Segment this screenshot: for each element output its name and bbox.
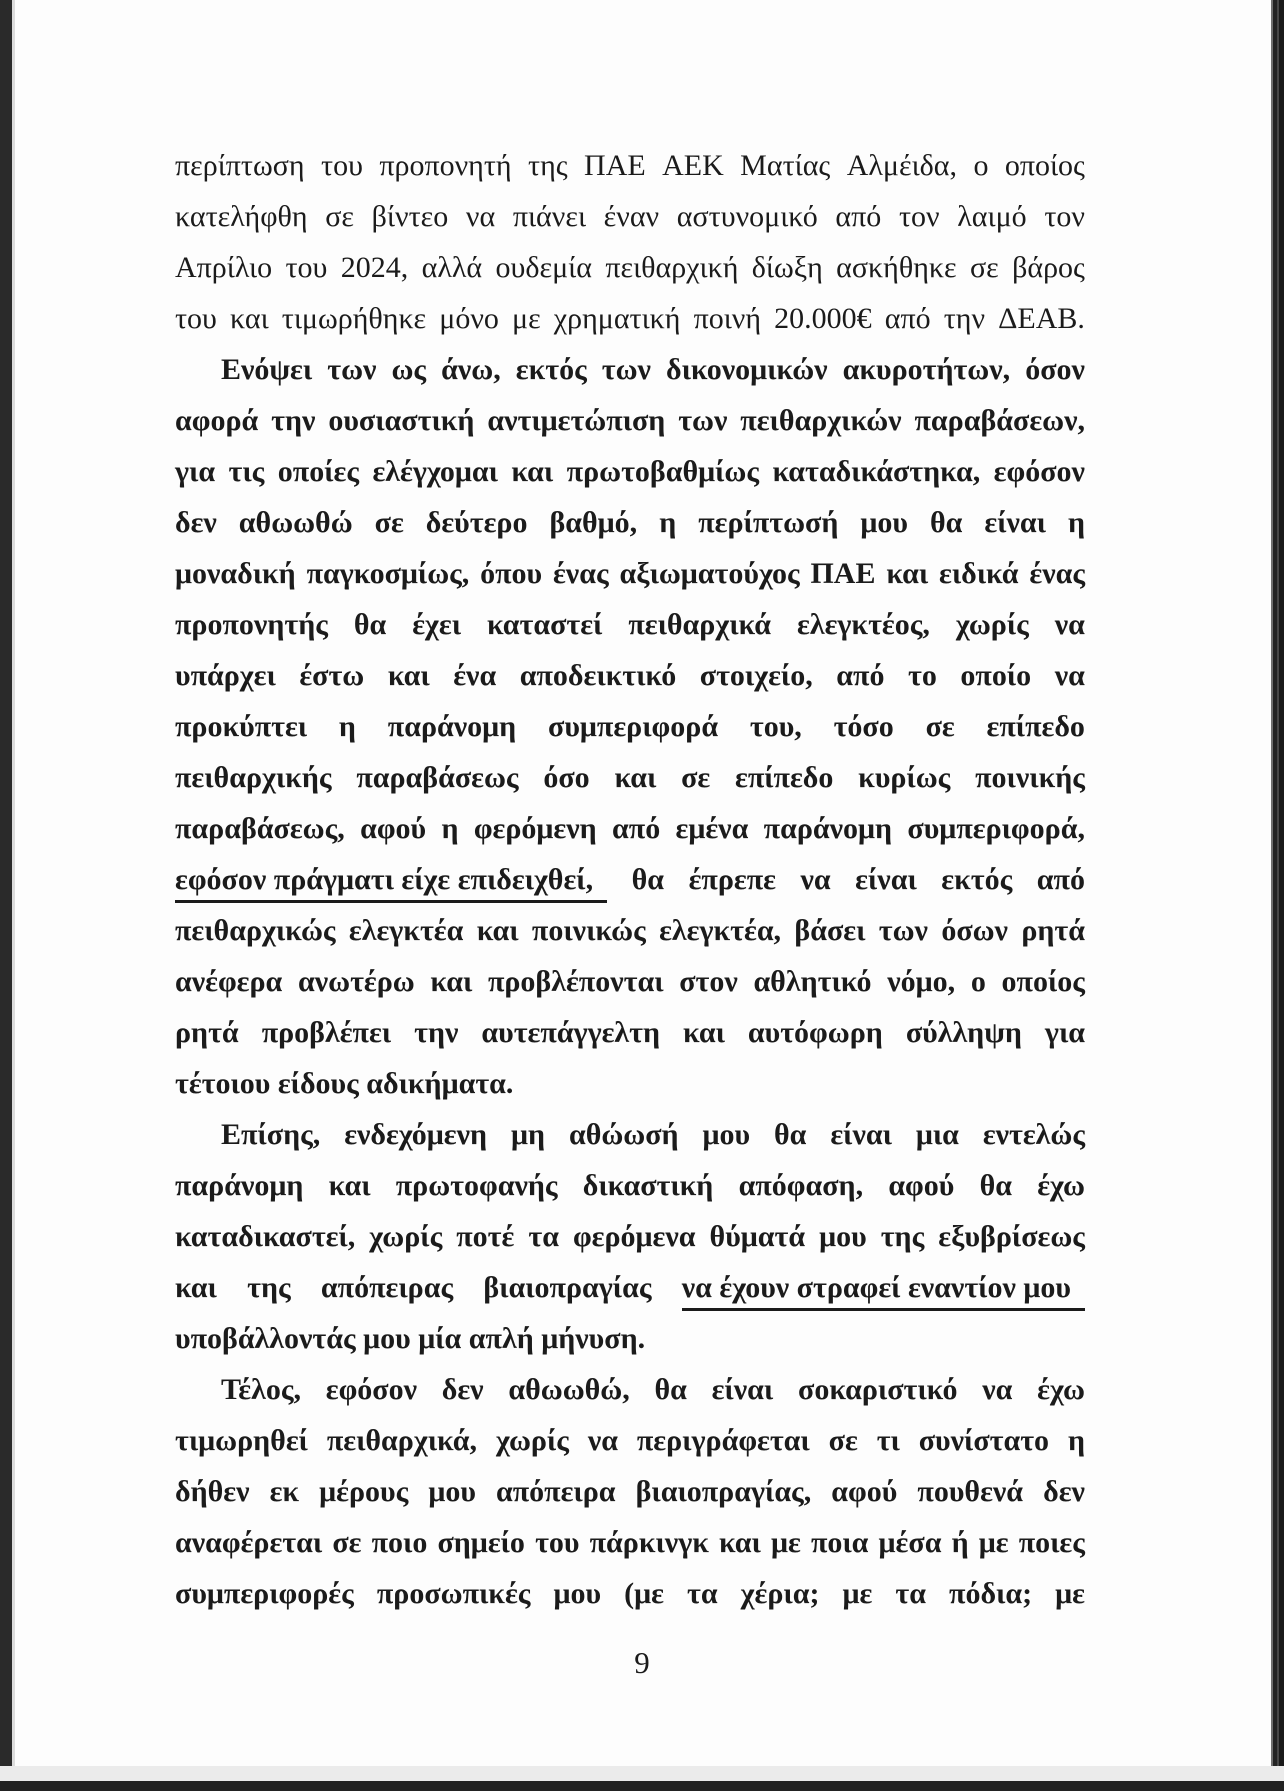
word: βάρος (1012, 251, 1085, 284)
word: θα (774, 1118, 807, 1151)
word: πουθενά (917, 1475, 1024, 1508)
word: Αλμέιδα, (846, 149, 958, 182)
word: περίπτωση (175, 149, 305, 182)
word: ή (951, 1526, 969, 1559)
word: όπου (480, 557, 543, 590)
word: των (601, 353, 651, 386)
word: ο (970, 965, 986, 998)
word: βιαιοπραγίας, (635, 1475, 812, 1508)
text-line (175, 1066, 1085, 1117)
text-line (175, 1474, 1085, 1525)
word: τόσο (833, 710, 894, 743)
word: σε (332, 1526, 362, 1559)
word: οποίες (277, 455, 359, 488)
word: την (271, 404, 316, 437)
word: αστυνομικό (676, 200, 818, 233)
word: του (535, 1526, 580, 1559)
text-line (175, 301, 1085, 352)
word: Ενόψει (221, 353, 313, 386)
word: και (719, 1526, 761, 1559)
word: έχει (412, 608, 462, 641)
word: είναι (984, 506, 1046, 539)
word: πειθαρχική (605, 251, 739, 284)
word: ΑΕΚ (662, 149, 724, 182)
word: προβλέπει (261, 1016, 392, 1049)
word: με (842, 1577, 873, 1610)
word: συμπεριφορές (175, 1577, 354, 1610)
word: τα (895, 1577, 926, 1610)
word: είναι (711, 1373, 774, 1406)
word: χρηματική (553, 302, 681, 335)
word: αθώωσή (568, 1118, 679, 1151)
text-line (175, 250, 1085, 301)
text-line (175, 1525, 1085, 1576)
word: η (338, 710, 356, 743)
scan-edge-left-highlight (12, 0, 15, 1791)
word: προσωπικές (376, 1577, 531, 1610)
word: από (836, 659, 885, 692)
word: μη (510, 1118, 546, 1151)
word: σοκαριστικό (798, 1373, 958, 1406)
word: έχω (1037, 1169, 1085, 1202)
word: δίωξη (751, 251, 823, 284)
word: ουσιαστική (328, 404, 475, 437)
word: θα (631, 863, 665, 896)
word: Ματίας (740, 149, 831, 182)
word: αναφέρεται (175, 1526, 323, 1559)
word: τι (876, 1424, 900, 1457)
word: ρητά (175, 1016, 239, 1049)
document-body (175, 148, 1085, 1627)
word: βίντεο (371, 200, 449, 233)
word: απόπειρα (495, 1475, 616, 1508)
word: προβλέπονται (487, 965, 664, 998)
word: ποινικώς (531, 914, 646, 947)
word: κυρίως (858, 761, 951, 794)
word: ανωτέρω (298, 965, 415, 998)
word: περιγράφεται (636, 1424, 810, 1457)
underlined-phrase: εφόσον πράγματι είχε επιδειχθεί, (175, 862, 607, 903)
word: θα (654, 1373, 687, 1406)
word: ακυροτήτων, (842, 353, 1011, 386)
word: ως (391, 353, 427, 386)
word: σε (374, 506, 404, 539)
word: την (943, 302, 986, 335)
word: οποίος (1004, 149, 1085, 182)
text-line (175, 913, 1085, 964)
word: δεύτερο (425, 506, 528, 539)
scan-edge-bottom (0, 1781, 1284, 1791)
word: μια (915, 1118, 959, 1151)
word: της (528, 149, 568, 182)
word: πρωτοβαθμίως (566, 455, 760, 488)
text-line (175, 352, 1085, 403)
word: τον (898, 200, 940, 233)
word: έστω (299, 659, 365, 692)
word: (με (624, 1577, 664, 1610)
word: αφού (360, 812, 427, 845)
word: δήθεν (175, 1475, 250, 1508)
word: 2024, (340, 251, 409, 284)
word: των (678, 404, 728, 437)
word: όσον (1025, 353, 1085, 386)
word: ελεγκτέα, (659, 914, 782, 947)
word: παραβάσεως, (175, 812, 345, 845)
word: αυτεπάγγελτη (481, 1016, 661, 1049)
word: αποδεικτικό (519, 659, 677, 692)
word: μου (819, 1220, 867, 1253)
text-line (175, 199, 1085, 250)
word: τιμωρήθηκε (281, 302, 427, 335)
text-line (175, 1423, 1085, 1474)
word: με (978, 1526, 1009, 1559)
word: του (175, 302, 217, 335)
word: ρητά (1021, 914, 1085, 947)
word: ποιες (1018, 1526, 1085, 1559)
word: έπρεπε (688, 863, 776, 896)
word: προπονητή (379, 149, 512, 182)
word: ΠΑΕ (584, 149, 646, 182)
word: σε (925, 710, 955, 743)
word: αφού (831, 1475, 898, 1508)
word: συμπεριφορά (548, 710, 719, 743)
word: απόπειρας (320, 1271, 454, 1304)
word: ΔΕΑΒ. (998, 302, 1085, 335)
word: συμπεριφορά, (907, 812, 1085, 845)
word: επίπεδο (735, 761, 834, 794)
word: πειθαρχικά (628, 608, 772, 641)
word: από (835, 200, 882, 233)
word: ελέγχομαι (372, 455, 498, 488)
word: προκύπτει (175, 710, 308, 743)
word: δεν (175, 506, 217, 539)
word: μου (702, 1118, 751, 1151)
word: να (1054, 608, 1085, 641)
word: προπονητής (175, 608, 328, 641)
word: αντιμετώπιση (487, 404, 666, 437)
word: και (886, 557, 929, 590)
text-line (175, 403, 1085, 454)
word: της (247, 1271, 291, 1304)
word: βιαιοπραγίας (483, 1271, 652, 1304)
word: λαιμό (957, 200, 1027, 233)
page-number: 9 (634, 1645, 650, 1680)
word: αφού (888, 1169, 955, 1202)
word: με (512, 302, 541, 335)
text-line (175, 811, 1085, 862)
word: είναι (830, 1118, 892, 1151)
word: πόδια; (949, 1577, 1033, 1610)
word: στοιχείο, (699, 659, 813, 692)
word: πιάνει (512, 200, 587, 233)
word: χωρίς (369, 1220, 443, 1253)
word: εφόσον (325, 1373, 418, 1406)
word: τον (1044, 200, 1085, 233)
word: εφόσον (993, 455, 1085, 488)
word: μου (860, 506, 908, 539)
word: να (1054, 659, 1085, 692)
word: δικονομικών (666, 353, 828, 386)
word: οποίος (1001, 965, 1085, 998)
word: να (982, 1373, 1013, 1406)
word: δεν (441, 1373, 484, 1406)
word: Απρίλιο (175, 251, 273, 284)
word: του, (749, 710, 802, 743)
word: μόνο (439, 302, 499, 335)
word: από (1036, 863, 1085, 896)
word: ένα (453, 659, 497, 692)
word: ποιο (371, 1526, 428, 1559)
word: πειθαρχικώς (175, 914, 336, 947)
word: ελεγκτέος, (797, 608, 930, 641)
word: ποινή (693, 302, 762, 335)
word: και (328, 1169, 371, 1202)
word: παράνομη (763, 812, 893, 845)
word: ένας (1029, 557, 1085, 590)
word: τιμωρηθεί (175, 1424, 308, 1457)
word: ένας (552, 557, 609, 590)
word: η (1067, 506, 1085, 539)
word: θύματά (709, 1220, 806, 1253)
word: πάρκινγκ (589, 1526, 709, 1559)
word: φερόμενη (473, 812, 597, 845)
text-line (175, 760, 1085, 811)
word: το (908, 659, 937, 692)
word: ΠΑΕ (810, 557, 876, 590)
word: ελεγκτέα (348, 914, 464, 947)
word: θα (353, 608, 387, 641)
word: εξυβρίσεως (938, 1220, 1085, 1253)
word: έχω (1037, 1373, 1085, 1406)
text-line (175, 505, 1085, 556)
text-line (175, 964, 1085, 1015)
word: αξιωματούχος (619, 557, 800, 590)
word: ποια (810, 1526, 869, 1559)
word: και (614, 761, 657, 794)
word: των (327, 353, 377, 386)
word: μου (553, 1577, 602, 1610)
word: σε (969, 251, 999, 284)
word: σε (828, 1424, 858, 1457)
word: χέρια; (740, 1577, 820, 1610)
word: οποίο (960, 659, 1032, 692)
word: να (465, 200, 496, 233)
word: κατελήφθη (175, 200, 308, 233)
word: παγκοσμίως, (306, 557, 470, 590)
word: περίπτωσή (698, 506, 839, 539)
text-line (175, 862, 1085, 913)
word: δεν (1043, 1475, 1085, 1508)
text-line (175, 1270, 1085, 1321)
text-line (175, 1117, 1085, 1168)
word: αλλά (421, 251, 483, 284)
word: του (285, 251, 328, 284)
word: μέρους (319, 1475, 409, 1508)
word: ασκήθηκε (836, 251, 957, 284)
word: θα (929, 506, 963, 539)
word: στον (679, 965, 738, 998)
word: φερόμενα (572, 1220, 696, 1253)
word: η (441, 812, 459, 845)
word: ο (973, 149, 989, 182)
word: μου (428, 1475, 476, 1508)
word: πρωτοφανής (395, 1169, 558, 1202)
word: τα (687, 1577, 718, 1610)
word: συνίστατο (918, 1424, 1050, 1457)
word: του (321, 149, 363, 182)
word: καταστεί (487, 608, 603, 641)
word: πειθαρχικών (740, 404, 902, 437)
word: εκτός (941, 863, 1013, 896)
word: εκ (269, 1475, 300, 1508)
word: έναν (603, 200, 660, 233)
text-line (175, 454, 1085, 505)
word: παράνομη (175, 1169, 304, 1202)
word: η (659, 506, 677, 539)
word: απόφαση, (738, 1169, 864, 1202)
word: υπάρχει (175, 659, 276, 692)
word: ποτέ (456, 1220, 515, 1253)
word: παραβάσεων, (914, 404, 1085, 437)
word: Επίσης, (221, 1118, 321, 1151)
word: είναι (855, 863, 917, 896)
word: και (430, 965, 473, 998)
word: θα (979, 1169, 1012, 1202)
word: από (612, 812, 661, 845)
word: των (878, 914, 928, 947)
word: εντελώς (982, 1118, 1085, 1151)
word: ειδικά (939, 557, 1019, 590)
word: εμένα (675, 812, 749, 845)
text-line (175, 658, 1085, 709)
scan-edge-right (1271, 0, 1284, 1791)
word: η (1067, 1424, 1085, 1457)
word: 20.000€ (774, 302, 872, 335)
word: την (414, 1016, 459, 1049)
word: με (770, 1526, 801, 1559)
text-line (175, 709, 1085, 760)
word: να (587, 1424, 618, 1457)
word: αθωωθώ (238, 506, 353, 539)
text-line (175, 556, 1085, 607)
text-segment: τέτοιου είδους αδικήματα. (175, 1067, 514, 1100)
word: ουδεμία (495, 251, 592, 284)
word: άνω, (441, 353, 501, 386)
text-line (175, 1372, 1085, 1423)
text-line (175, 1168, 1085, 1219)
word: παράνομη (387, 710, 517, 743)
word: δικαστική (582, 1169, 714, 1202)
word: παραβάσεως (356, 761, 519, 794)
word: αθωωθώ, (508, 1373, 630, 1406)
word: καταδικάστηκα, (772, 455, 981, 488)
word: μέσα (878, 1526, 942, 1559)
word: Τέλος, (221, 1373, 301, 1406)
text-line (175, 1015, 1085, 1066)
word: πειθαρχικής (175, 761, 332, 794)
word: αφορά (175, 404, 259, 437)
word: για (1044, 1016, 1085, 1049)
word: πειθαρχικά, (326, 1424, 478, 1457)
word: τα (528, 1220, 559, 1253)
word: να (800, 863, 831, 896)
word: ενδεχόμενη (344, 1118, 488, 1151)
word: τις (228, 455, 265, 488)
word: και (387, 659, 430, 692)
word: βαθμό, (549, 506, 638, 539)
word: σε (325, 200, 355, 233)
word: χωρίς (955, 608, 1029, 641)
word: και (175, 1271, 217, 1304)
word: από (884, 302, 931, 335)
word: σύλληψη (905, 1016, 1022, 1049)
text-line (175, 1576, 1085, 1627)
word: με (1055, 1577, 1085, 1610)
word: και (476, 914, 519, 947)
word: σε (681, 761, 711, 794)
word: όσων (941, 914, 1008, 947)
underlined-phrase: να έχουν στραφεί εναντίον μου (682, 1270, 1085, 1311)
word: επίπεδο (986, 710, 1085, 743)
text-line (175, 607, 1085, 658)
text-segment: υποβάλλοντάς μου μία απλή μήνυση. (175, 1322, 646, 1355)
word: μοναδική (175, 557, 296, 590)
word: σημείο (437, 1526, 525, 1559)
word: νόμο, (887, 965, 956, 998)
word: καταδικαστεί, (175, 1220, 356, 1253)
word: βάσει (794, 914, 866, 947)
word: της (880, 1220, 925, 1253)
word: και (230, 302, 269, 335)
word: και (511, 455, 554, 488)
scan-edge-left (0, 0, 12, 1791)
text-line (175, 1219, 1085, 1270)
word: αυτόφωρη (747, 1016, 883, 1049)
word: για (175, 455, 216, 488)
word: χωρίς (495, 1424, 569, 1457)
word: και (683, 1016, 725, 1049)
word: όσο (543, 761, 590, 794)
text-line (175, 148, 1085, 199)
word: ποινικής (975, 761, 1085, 794)
word: ανέφερα (175, 965, 283, 998)
word: αθλητικό (753, 965, 872, 998)
text-line (175, 1321, 1085, 1372)
scan-band-bottom (0, 1766, 1284, 1781)
word: εκτός (515, 353, 587, 386)
